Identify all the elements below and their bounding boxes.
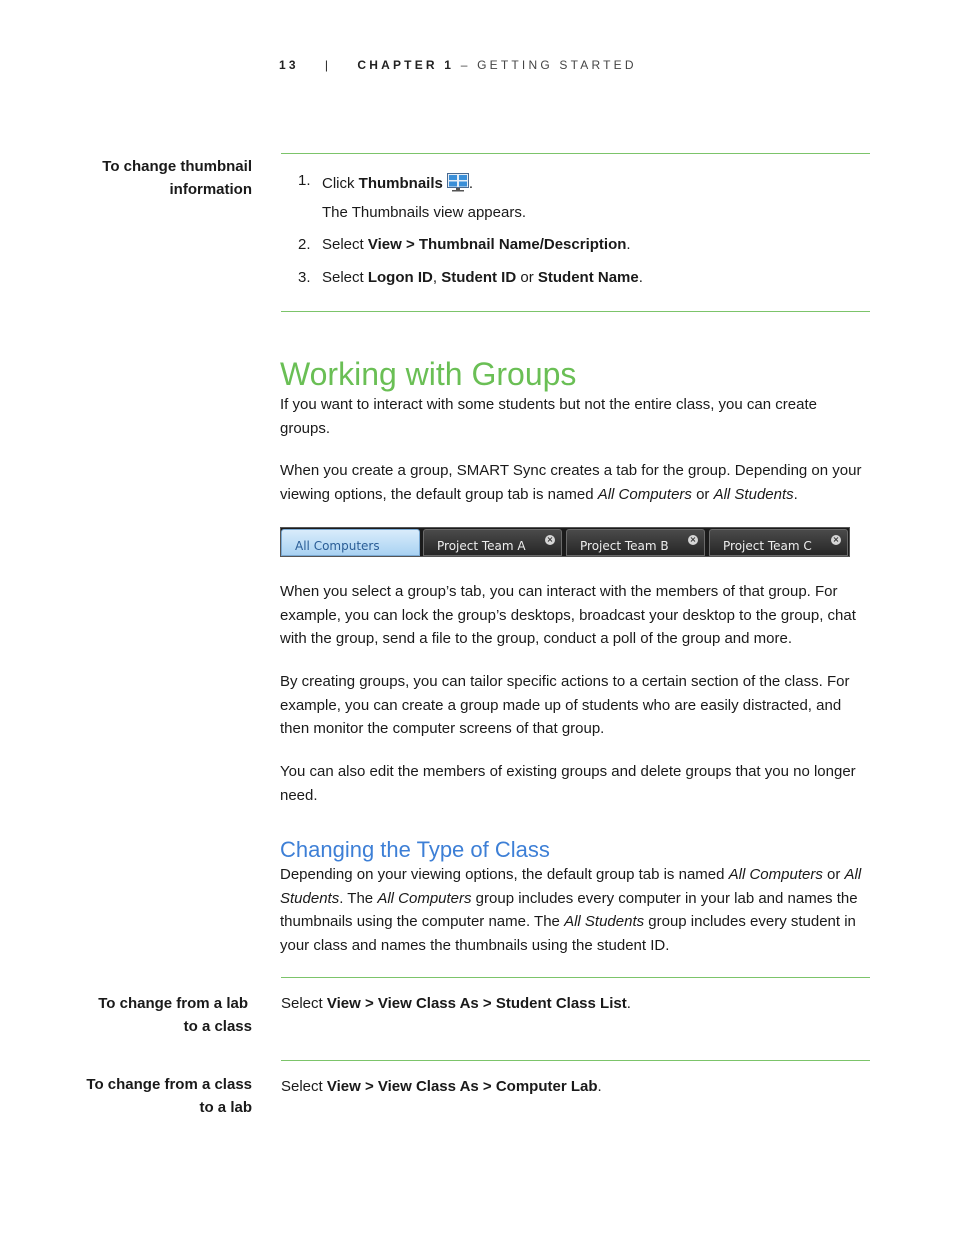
step-number: 2. [298, 236, 311, 253]
step-text-join: or [516, 269, 538, 286]
paragraph [280, 863, 870, 957]
text-run: or [691, 485, 714, 503]
close-icon[interactable]: × [832, 535, 840, 544]
tab-all-computers[interactable] [281, 529, 420, 556]
italic-term: All Students [564, 913, 645, 930]
page-number: 13 [279, 58, 299, 72]
tab-project-team-c[interactable] [709, 529, 848, 556]
text-run: Select [281, 1078, 327, 1095]
divider-rule [281, 311, 870, 312]
step-text [322, 173, 473, 198]
ui-term: View > View Class As > Student Class List [326, 995, 627, 1012]
paragraph: You can also edit the members of existing groups and delete groups that you no longer need. [280, 763, 856, 804]
tab-label: Project Team A [437, 539, 526, 553]
step-text-pre: Click [322, 175, 359, 192]
task-instruction [281, 1075, 602, 1098]
text-run: When you create a group, SMART Sync creates a tab for the group. Depending on your viewing options, the default group tab is named [280, 462, 862, 503]
step-number: 3. [298, 269, 311, 286]
task-label-class-to-lab [52, 1073, 252, 1119]
chapter-label: CHAPTER 1 [357, 58, 455, 72]
text-run: . [626, 995, 631, 1012]
task-label-thumbnail [52, 155, 252, 201]
thumbnails-icon [447, 173, 469, 198]
step-text-join: , [432, 269, 442, 286]
ui-term: Logon ID [367, 269, 433, 286]
divider-rule [281, 977, 870, 978]
divider-rule [281, 153, 870, 154]
tab-label: Project Team B [580, 539, 669, 553]
ui-term: View > Thumbnail Name/Description [367, 236, 627, 253]
step-text [322, 268, 643, 288]
italic-term: All Students [280, 866, 862, 907]
italic-term: All Computers [377, 889, 472, 907]
paragraph: By creating groups, you can tailor specific actions to a certain section of the class. For example, you can create a group made up of students who are easily distracted, and then monitor the computer screens of that group. [280, 673, 850, 737]
text-run: or [822, 866, 845, 883]
paragraph: If you want to interact with some students but not the entire class, you can create groups. [280, 396, 817, 437]
chapter-title: – GETTING STARTED [460, 58, 637, 72]
tab-project-team-a[interactable] [423, 529, 562, 556]
running-header [279, 58, 637, 72]
tab-label: Project Team C [723, 539, 812, 553]
text-run: group includes every computer in your lab and names the thumbnails using the computer name. The [280, 889, 858, 930]
step-text [322, 235, 631, 255]
task-label-line: to a class [183, 1018, 252, 1035]
step-number: 1. [298, 172, 311, 189]
close-icon[interactable]: × [546, 535, 554, 544]
ui-term: Student Name [537, 269, 639, 286]
task-label-line: to a lab [199, 1099, 252, 1116]
step-text-post: . [468, 175, 474, 192]
step-note: The Thumbnails view appears. [322, 204, 526, 221]
ui-term: Thumbnails [358, 175, 443, 192]
tab-project-team-b[interactable] [566, 529, 705, 556]
subsection-heading: Changing the Type of Class [280, 837, 550, 862]
step-text-pre: Select [322, 236, 368, 253]
header-separator: | [324, 58, 332, 72]
task-label-line: To change from a class [86, 1076, 252, 1093]
paragraph: When you select a group’s tab, you can interact with the members of that group. For example, you can lock the group’s desktops, broadcast your desktop to the group, chat with the group, send a file to the group, conduct a poll of the group and more. [280, 583, 856, 647]
tab-label: All Computers [295, 539, 380, 553]
ui-term: View > View Class As > Computer Lab [326, 1078, 598, 1095]
text-run: . [793, 485, 798, 503]
task-label-line: To change thumbnail [102, 158, 252, 175]
text-run: . [597, 1078, 602, 1095]
task-label-line: information [169, 181, 252, 198]
section-heading: Working with Groups [280, 356, 577, 392]
italic-term: All Computers [597, 485, 692, 503]
step-text-post: . [638, 269, 643, 286]
text-run: Select [281, 995, 327, 1012]
step-text-pre: Select [322, 269, 368, 286]
italic-term: All Students [713, 485, 794, 503]
task-label-lab-to-class [48, 992, 252, 1038]
group-tab-bar [280, 527, 850, 557]
task-instruction [281, 992, 631, 1015]
task-label-line: To change from a lab [98, 995, 248, 1012]
paragraph [280, 459, 870, 506]
ui-term: Student ID [441, 269, 517, 286]
divider-rule [281, 1060, 870, 1061]
close-icon[interactable]: × [689, 535, 697, 544]
text-run: . The [339, 889, 378, 907]
text-run: Depending on your viewing options, the default group tab is named [280, 866, 729, 883]
step-text-post: . [626, 236, 631, 253]
text-run: group includes every student in your class and names the thumbnails using the student ID. [280, 913, 856, 954]
italic-term: All Computers [728, 866, 823, 883]
